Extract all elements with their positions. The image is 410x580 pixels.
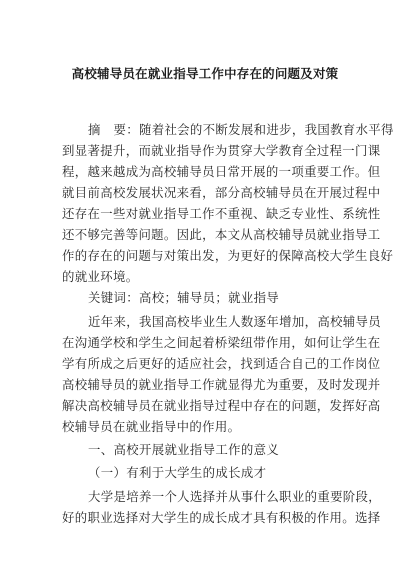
section-heading: 一、高校开展就业指导工作的意义 <box>88 442 280 457</box>
abstract-line-2: 到显著提升，而就业指导作为贯穿大学教育全过程一门课 <box>62 143 381 158</box>
intro-line-4: 高校辅导员的就业指导工作就显得尤为重要，及时发现并 <box>62 377 381 392</box>
intro-line-5: 解决高校辅导员在就业指导过程中存在的问题，发挥好高 <box>62 398 381 413</box>
intro-line-1: 近年来，我国高校毕业生人数逐年增加，高校辅导员 <box>88 314 382 329</box>
abstract-line-3: 程，越来越成为高校辅导员日常开展的一项重要工作。但 <box>62 164 381 179</box>
abstract-line-8: 的就业环境。 <box>62 269 139 284</box>
document-title: 高校辅导员在就业指导工作中存在的问题及对策 <box>71 66 339 81</box>
intro-line-3: 学有所成之后更好的适应社会，找到适合自己的工作岗位 <box>62 356 381 371</box>
abstract-line-6: 还不够完善等问题。因此，本文从高校辅导员就业指导工 <box>62 227 381 242</box>
abstract-line-7: 作的存在的问题与对策出发，为更好的保障高校大学生良好 <box>62 248 394 263</box>
intro-line-2: 在沟通学校和学生之间起着桥梁纽带作用，如何让学生在 <box>62 335 381 350</box>
body-line-1: 大学是培养一个人选择并从事什么职业的重要阶段， <box>88 489 382 504</box>
keywords-line: 关键词：高校；辅导员；就业指导 <box>88 290 280 305</box>
subsection-heading: （一）有利于大学生的成长成才 <box>88 465 267 480</box>
body-line-2: 好的职业选择对大学生的成长成才具有积极的作用。选择 <box>62 510 381 525</box>
abstract-line-1: 摘 要：随着社会的不断发展和进步，我国教育水平得 <box>88 122 394 137</box>
intro-line-6: 校辅导员在就业指导中的作用。 <box>62 419 241 434</box>
abstract-line-4: 就目前高校发展状况来看，部分高校辅导员在开展过程中 <box>62 185 381 200</box>
abstract-line-5: 还存在一些对就业指导工作不重视、缺乏专业性、系统性 <box>62 206 381 221</box>
